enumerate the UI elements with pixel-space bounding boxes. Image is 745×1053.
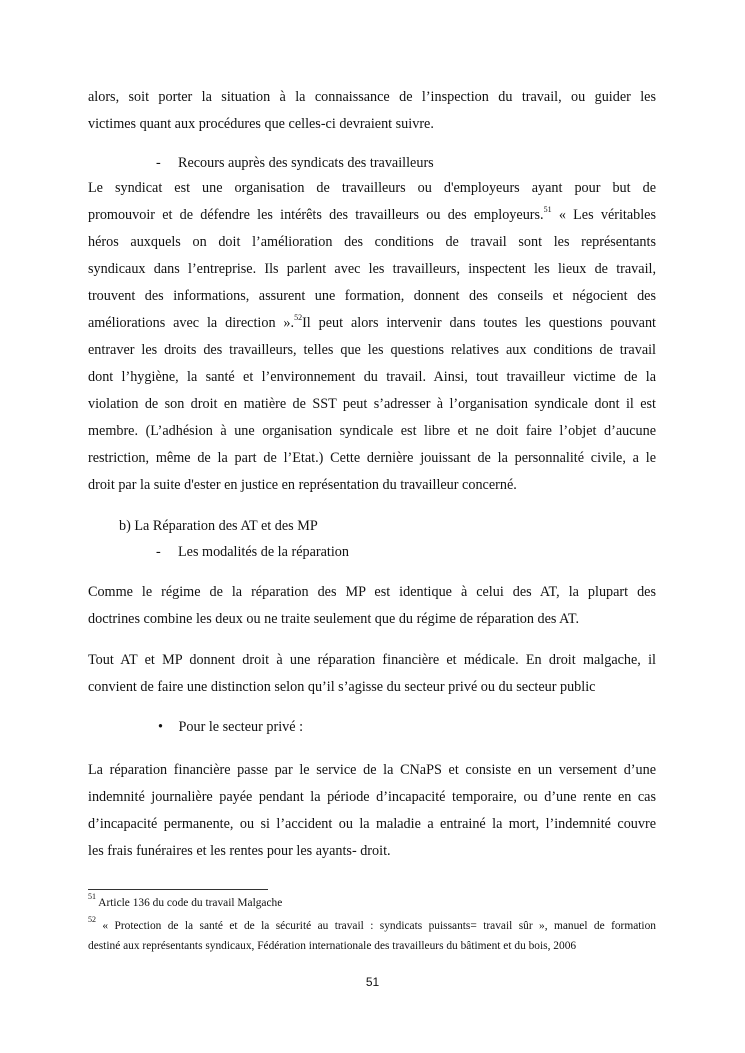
text-line: doctrines combine les deux ou ne traite seulement que du régime de réparation des AT. [88, 611, 580, 627]
footnote-52 [88, 917, 656, 937]
paragraph-reparation-financiere [88, 757, 656, 865]
footnote-ref-51: 51 [543, 205, 552, 214]
bullet-icon: • [158, 719, 163, 735]
bullet-label: Pour le secteur privé : [178, 719, 304, 735]
text-line: convient de faire une distinction selon qu’il s’agisse du secteur privé ou du secteur public [88, 679, 596, 695]
text-segment: Il peut alors intervenir dans toutes les questions pouvant [302, 315, 656, 331]
text-line: héros auxquels on doit l’amélioration des conditions de travail sont les représentants [88, 234, 656, 250]
text-line: alors, soit porter la situation à la connaissance de l’inspection du travail, ou guider les [88, 89, 656, 105]
text-line: droit par la suite d'ester en justice en représentation du travailleur concerné. [88, 477, 517, 493]
text-line: syndicaux dans l’entreprise. Ils parlent avec les travailleurs, inspectent les lieux de travail, [88, 261, 656, 277]
text-line: les frais funéraires et les rentes pour les ayants- droit. [88, 843, 391, 859]
footnotes [88, 894, 656, 957]
section-heading-b: b) La Réparation des AT et des MP [119, 518, 318, 534]
text-line: Tout AT et MP donnent droit à une réparation financière et médicale. En droit malgache, il [88, 652, 656, 668]
text-line [88, 310, 656, 337]
text-line: victimes quant aux procédures que celles-ci devraient suivre. [88, 116, 434, 132]
list-item-label: Recours auprès des syndicats des travailleurs [178, 155, 434, 171]
text-line: dont l’hygiène, la santé et l’environnement du travail. Ainsi, tout travailleur victime de la [88, 369, 656, 385]
text-line [88, 202, 656, 229]
text-line: membre. (L’adhésion à une organisation syndicale est libre et ne doit faire l’objet d’aucune [88, 423, 656, 439]
footnote-52-continued: destiné aux représentants syndicaux, Fédération internationale des travailleurs du bâtiment et du bois, 2006 [88, 940, 577, 952]
footnote-separator [88, 889, 268, 890]
text-line: indemnité journalière payée pendant la période d’incapacité temporaire, ou d’une rente en cas [88, 789, 656, 805]
text-line: entraver les droits des travailleurs, telles que les questions relatives aux conditions de travail [88, 342, 656, 358]
text-line: trouvent des informations, assurent une formation, donnent des conseils et négocient des [88, 288, 656, 304]
paragraph-intro [88, 84, 656, 138]
text-line: La réparation financière passe par le service de la CNaPS et consiste en un versement d’une [88, 762, 656, 778]
footnote-text: Article 136 du code du travail Malgache [96, 897, 283, 909]
paragraph-syndicat [88, 175, 656, 499]
footnote-ref-52: 52 [294, 313, 303, 322]
text-line: Le syndicat est une organisation de travailleurs ou d'employeurs ayant pour but de [88, 180, 656, 196]
footnote-51 [88, 894, 656, 914]
dash-marker: - [156, 544, 161, 560]
footnote-number: 51 [88, 892, 96, 901]
list-item-label: Les modalités de la réparation [178, 544, 349, 560]
text-line: d’incapacité permanente, ou si l’accident ou la maladie a entrainé la mort, l’indemnité couvre [88, 816, 656, 832]
text-line: restriction, même de la part de l’Etat.) Cette dernière jouissant de la personnalité civile, a le [88, 450, 656, 466]
paragraph-droit [88, 647, 656, 701]
footnote-number: 52 [88, 915, 96, 924]
text-segment: promouvoir et de défendre les intérêts des travailleurs ou des employeurs. [88, 207, 544, 223]
text-line: violation de son droit en matière de SST peut s’adresser à l’organisation syndicale dont il est [88, 396, 656, 412]
dash-marker: - [156, 155, 161, 171]
text-line: Comme le régime de la réparation des MP est identique à celui des AT, la plupart des [88, 584, 656, 600]
page-number: 51 [365, 975, 380, 989]
text-segment: améliorations avec la direction ». [88, 315, 295, 331]
bullet-secteur-prive [158, 717, 303, 737]
text-segment: « Les véritables [551, 207, 656, 223]
paragraph-regime [88, 579, 656, 633]
footnote-text: « Protection de la santé et de la sécurité au travail : syndicats puissants= travail sûr », manuel de formation [96, 920, 656, 932]
